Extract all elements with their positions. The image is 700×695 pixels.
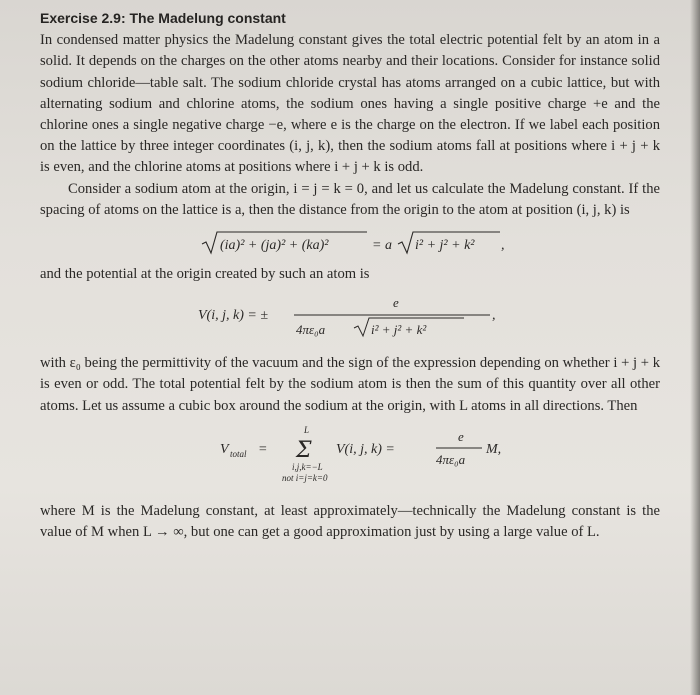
equation-distance <box>200 230 660 256</box>
equation-potential-svg <box>198 289 538 343</box>
paragraph-origin: Consider a sodium atom at the origin, i = j = k = 0, and let us calculate the Madelung constant. If the spacing of atoms on the lattice is a, then the distance from the origin to the atom at position (i, j, k) is <box>40 180 660 218</box>
denominator-left: 4πε₀a <box>296 322 326 338</box>
summand: V(i, j, k) = <box>336 441 395 457</box>
exercise-heading: Exercise 2.9: The Madelung constant <box>40 10 286 26</box>
equation-total-svg <box>220 423 540 487</box>
denominator-radicand: i² + j² + k² <box>371 322 427 338</box>
exercise-text <box>40 8 660 543</box>
sum-lower-limit: i,j,k=−L <box>292 461 323 472</box>
total-equals: = <box>258 441 268 457</box>
equals-a: = a <box>372 238 392 254</box>
sum-upper-limit: L <box>304 424 310 435</box>
paragraph-intro: In condensed matter physics the Madelung constant gives the total electric potential felt by an atom in a solid. It depends on the charges on the other atoms nearby and their locations. Consider for instance solid sodium chloride—table salt. The sodium chloride crystal has atoms arranged on a cubic lattice, but with alternating sodium and chlorine atoms, the sodium ones having a single positive charge +e and the chlorine ones a single negative charge −e, where e is the charge on the electron. If we label each position on the lattice by three integer coordinates (i, j, k), then the sodium atoms fall at positions where i + j + k is even, and the chlorine atoms at positions where i + j + k is odd. <box>40 32 660 176</box>
radicand-right: i² + j² + k² <box>415 238 475 254</box>
potential-lhs: V(i, j, k) = ± <box>198 308 268 324</box>
equation-distance-svg <box>200 230 580 256</box>
equation1-comma: , <box>501 238 505 254</box>
page-shadow <box>690 0 700 695</box>
sum-exclusion: not i=j=k=0 <box>282 472 328 483</box>
sum-symbol: Σ <box>296 437 312 463</box>
total-frac-denominator: 4πε₀a <box>436 451 466 467</box>
equation2-comma: , <box>492 308 496 324</box>
total-frac-numerator: e <box>458 428 464 444</box>
equation-potential <box>198 289 660 343</box>
paragraph-potential: and the potential at the origin created by such an atom is <box>40 266 370 283</box>
total-lhs-subscript: total <box>230 448 247 459</box>
radicand-left: (ia)² + (ja)² + (ka)² <box>220 238 329 254</box>
potential-numerator: e <box>393 295 399 311</box>
equation-total <box>220 423 660 487</box>
paragraph-madelung: where M is the Madelung constant, at least approximately—technically the Madelung constant is the value of M when L → ∞, but one can get a good approximation just by using a large value of L. <box>40 502 660 541</box>
total-lhs: V <box>220 441 229 457</box>
paragraph-sum: with ε₀ being the permittivity of the vacuum and the sign of the expression depending on whether i + j + k is even or odd. The total potential felt by the sodium atom is then the sum of this quantity over all other atoms. Let us assume a cubic box around the sodium at the origin, with L atoms in all directions. Then <box>40 355 660 414</box>
madelung-m: M, <box>486 441 502 457</box>
